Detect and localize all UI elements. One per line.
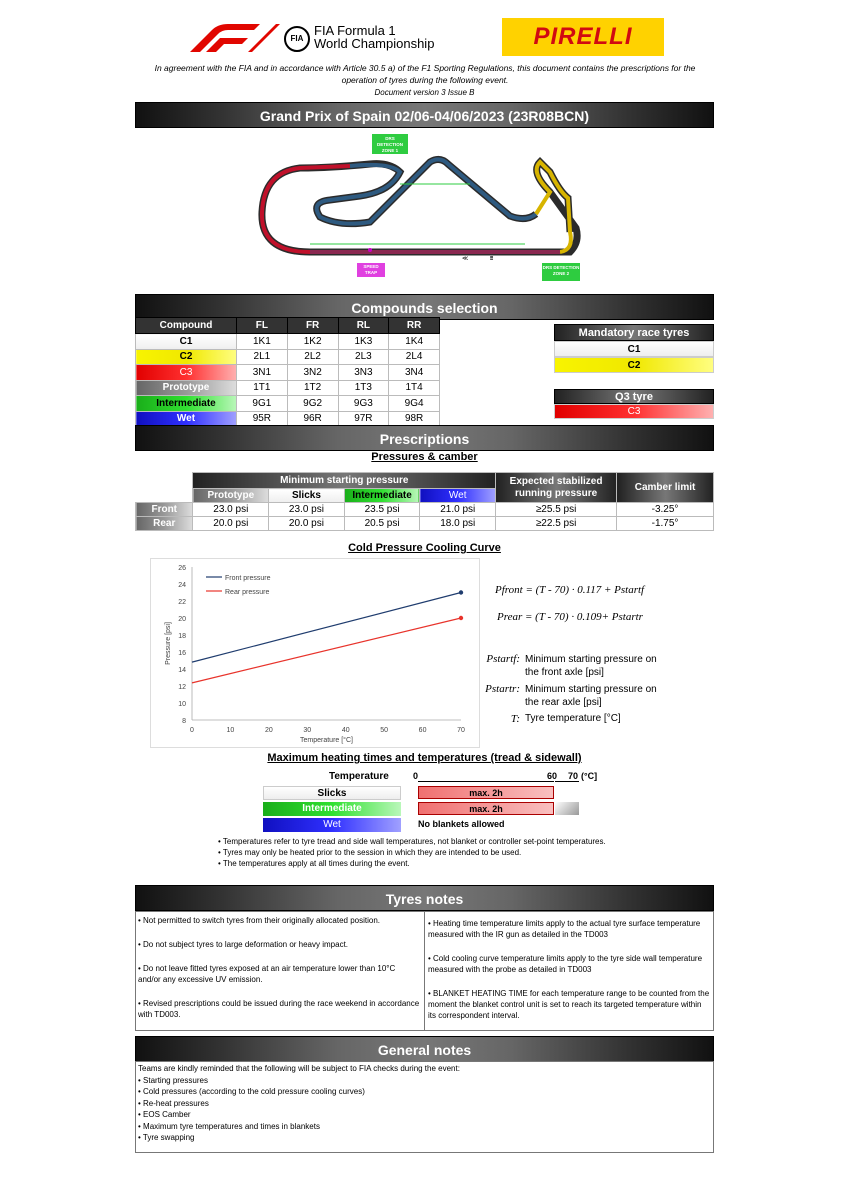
x-tick-label: 50 bbox=[380, 727, 389, 734]
axle-front: Front bbox=[136, 503, 193, 517]
mandatory-c1: C1 bbox=[554, 341, 714, 357]
col-slicks: Slicks bbox=[269, 489, 345, 503]
mandatory-title: Mandatory race tyres bbox=[554, 324, 714, 341]
table-cell: 20.0 psi bbox=[269, 517, 345, 531]
y-tick-label: 16 bbox=[178, 650, 186, 657]
heat-val-wet: No blankets allowed bbox=[418, 819, 505, 829]
mandatory-c2: C2 bbox=[554, 357, 714, 373]
list-item: • Not permitted to switch tyres from their originally allocated position. bbox=[138, 916, 381, 925]
table-cell: 1T3 bbox=[338, 380, 389, 396]
table-cell: 1K3 bbox=[338, 334, 389, 350]
list-item: • Revised prescriptions could be issued during the race weekend in accordance with TD003. bbox=[138, 999, 420, 1019]
x-tick-label: 0 bbox=[190, 727, 194, 734]
def-r-key: Pstartr: bbox=[485, 683, 520, 695]
compound-name: C2 bbox=[136, 349, 237, 365]
drs-zone-2-label: DRS DETECTION ZONE 2 bbox=[542, 263, 580, 281]
def-t: Tyre temperature [°C] bbox=[525, 713, 621, 724]
cooling-chart bbox=[150, 558, 480, 748]
table-cell: 21.0 psi bbox=[420, 503, 496, 517]
list-item: • EOS Camber bbox=[138, 1110, 191, 1119]
prescriptions-title-bar: Prescriptions bbox=[135, 425, 714, 451]
temp-0: 0 bbox=[413, 771, 419, 781]
track-arrow: ≪ bbox=[462, 256, 469, 262]
compounds-table bbox=[135, 317, 440, 427]
compound-name: Prototype bbox=[136, 380, 237, 396]
col-intermediate: Intermediate bbox=[344, 489, 420, 503]
general-notes-content bbox=[138, 1063, 708, 1144]
axle-rear: Rear bbox=[136, 517, 193, 531]
x-tick-label: 40 bbox=[341, 727, 350, 734]
y-tick-label: 26 bbox=[178, 565, 186, 572]
table-cell: 1K2 bbox=[287, 334, 338, 350]
compound-name: C1 bbox=[136, 334, 237, 350]
heat-val-intermediate: max. 2h bbox=[418, 802, 554, 815]
track-map bbox=[250, 132, 600, 282]
tyres-notes-divider bbox=[424, 911, 425, 1031]
table-cell: 3N2 bbox=[287, 365, 338, 381]
tyres-notes-title-bar: Tyres notes bbox=[135, 885, 714, 911]
list-item: • Tyres may only be heated prior to the session in which they are intended to be used. bbox=[218, 848, 522, 857]
temp-60: 60 bbox=[547, 771, 558, 781]
compounds-header: Compound bbox=[136, 318, 237, 334]
table-row bbox=[136, 396, 440, 412]
def-r: Minimum starting pressure on the rear axle [psi] bbox=[525, 684, 657, 708]
compound-name: Intermediate bbox=[136, 396, 237, 412]
fia-line2: World Championship bbox=[314, 36, 435, 51]
compounds-header: RR bbox=[389, 318, 440, 334]
table-cell: 2L4 bbox=[389, 349, 440, 365]
temp-70: 70 bbox=[568, 771, 579, 781]
table-cell: 9G3 bbox=[338, 396, 389, 412]
x-tick-label: 60 bbox=[418, 727, 427, 734]
camber-header: Camber limit bbox=[617, 473, 714, 503]
table-cell: 23.0 psi bbox=[193, 503, 269, 517]
list-item: • Do not subject tyres to large deformation or heavy impact. bbox=[138, 940, 349, 949]
heat-row-wet: Wet bbox=[263, 818, 401, 832]
table-cell: 1T4 bbox=[389, 380, 440, 396]
table-cell: 98R bbox=[389, 411, 440, 427]
table-cell: 9G1 bbox=[237, 396, 288, 412]
table-row bbox=[136, 334, 440, 350]
fia-line1: FIA Formula 1 bbox=[314, 23, 396, 38]
compounds-title-bar: Compounds selection bbox=[135, 294, 714, 320]
table-cell: 18.0 psi bbox=[420, 517, 496, 531]
speed-trap-label: SPEED TRAP bbox=[357, 263, 385, 277]
list-item: • Temperatures refer to tyre tread and side wall temperatures, not blanket or controller set-point temperatures. bbox=[218, 837, 606, 846]
col-wet: Wet bbox=[420, 489, 496, 503]
table-cell: -3.25° bbox=[617, 503, 714, 517]
table-cell: 3N1 bbox=[237, 365, 288, 381]
x-tick-label: 30 bbox=[303, 727, 312, 734]
table-cell: 20.0 psi bbox=[193, 517, 269, 531]
table-cell: 2L2 bbox=[287, 349, 338, 365]
q3-compound: C3 bbox=[554, 404, 714, 419]
x-axis-label: Temperature [°C] bbox=[300, 737, 353, 744]
table-cell: 1T2 bbox=[287, 380, 338, 396]
heating-title: Maximum heating times and temperatures (tread & sidewall) bbox=[267, 752, 582, 764]
table-cell: 1T1 bbox=[237, 380, 288, 396]
drs-zone-1-label: DRS DETECTION ZONE 1 bbox=[372, 134, 408, 154]
compound-name: Wet bbox=[136, 411, 237, 427]
x-tick-label: 20 bbox=[264, 727, 273, 734]
list-item: • Cold pressures (according to the cold pressure cooling curves) bbox=[138, 1087, 365, 1096]
y-tick-label: 12 bbox=[178, 684, 186, 691]
table-cell: 97R bbox=[338, 411, 389, 427]
general-notes-title-bar: General notes bbox=[135, 1036, 714, 1062]
heat-row-intermediate: Intermediate bbox=[263, 802, 401, 816]
temp-label: Temperature bbox=[329, 771, 389, 782]
scale-line bbox=[418, 781, 554, 782]
fia-championship-text bbox=[314, 24, 434, 50]
list-item: • Tyre swapping bbox=[138, 1133, 195, 1142]
fia-badge: FIA bbox=[284, 26, 310, 52]
compounds-header: RL bbox=[338, 318, 389, 334]
rear-pressure-end-point bbox=[459, 616, 463, 620]
event-title-bar: Grand Prix of Spain 02/06-04/06/2023 (23R08BCN) bbox=[135, 102, 714, 128]
x-tick-label: 70 bbox=[457, 727, 465, 734]
min-pressure-header: Minimum starting pressure bbox=[193, 473, 496, 489]
temp-unit: (°C] bbox=[581, 771, 598, 781]
definitions bbox=[470, 653, 670, 725]
table-row bbox=[136, 380, 440, 396]
table-cell: 9G4 bbox=[389, 396, 440, 412]
table-cell: 2L3 bbox=[338, 349, 389, 365]
table-cell: 1K4 bbox=[389, 334, 440, 350]
y-tick-label: 8 bbox=[182, 718, 186, 725]
list-item: • The temperatures apply at all times during the event. bbox=[218, 859, 410, 868]
list-item: • Cold cooling curve temperature limits apply to the tyre side wall temperature measured with the probe as detailed in TD003 bbox=[428, 954, 703, 974]
table-cell: 9G2 bbox=[287, 396, 338, 412]
list-item: • BLANKET HEATING TIME for each temperature range to be counted from the moment the blanket control unit is set to reach its targeted temperature within its correspondent interval. bbox=[428, 989, 710, 1020]
y-tick-label: 20 bbox=[178, 616, 186, 623]
table-cell: 20.5 psi bbox=[344, 517, 420, 531]
table-row bbox=[136, 349, 440, 365]
compounds-header: FR bbox=[287, 318, 338, 334]
tyres-notes-left bbox=[138, 915, 420, 1033]
compound-name: C3 bbox=[136, 365, 237, 381]
table-cell: 1K1 bbox=[237, 334, 288, 350]
tyres-notes-right bbox=[428, 918, 710, 1034]
y-tick-label: 24 bbox=[178, 582, 186, 589]
heating-notes bbox=[218, 836, 608, 869]
list-item: • Re-heat pressures bbox=[138, 1098, 209, 1108]
front-pressure-end-point bbox=[459, 590, 463, 594]
table-cell: 95R bbox=[237, 411, 288, 427]
y-tick-label: 22 bbox=[178, 599, 186, 606]
def-t-key: T: bbox=[510, 713, 520, 725]
f1-logo bbox=[190, 24, 280, 52]
list-item: • Maximum tyre temperatures and times in blankets bbox=[138, 1121, 320, 1131]
heat-row-slicks: Slicks bbox=[263, 786, 401, 800]
eq-front: Pfront = (T - 70) · 0.117 + Pstartf bbox=[495, 584, 645, 596]
y-tick-label: 10 bbox=[178, 701, 186, 708]
eq-rear: Prear = (T - 70) · 0.109+ Pstartr bbox=[497, 611, 643, 623]
scale-line-2 bbox=[555, 781, 579, 782]
cooling-curve-title: Cold Pressure Cooling Curve bbox=[348, 542, 501, 554]
table-cell: 23.0 psi bbox=[269, 503, 345, 517]
table-cell: 3N4 bbox=[389, 365, 440, 381]
general-intro: Teams are kindly reminded that the following will be subject to FIA checks during the event: bbox=[138, 1064, 460, 1073]
heat-val-slicks: max. 2h bbox=[418, 786, 554, 799]
doc-version: Document version 3 Issue B bbox=[374, 88, 475, 97]
rear-pressure-legend-label: Rear pressure bbox=[225, 589, 270, 596]
track-checkered: ⩩ bbox=[490, 256, 494, 262]
y-tick-label: 14 bbox=[178, 667, 186, 674]
expected-header: Expected stabilized running pressure bbox=[496, 473, 617, 503]
heat-fade bbox=[555, 802, 579, 815]
intro-text: In agreement with the FIA and in accordance with Article 30.5 a) of the F1 Sporting Regulations, this document contains the prescriptions for the operation of tyres during the following event. bbox=[154, 63, 696, 85]
pirelli-logo: PIRELLI bbox=[502, 18, 664, 56]
table-row bbox=[136, 517, 714, 531]
table-cell: 96R bbox=[287, 411, 338, 427]
table-cell: ≥22.5 psi bbox=[496, 517, 617, 531]
pressures-table bbox=[135, 472, 714, 531]
def-f-key: Pstartf: bbox=[486, 653, 520, 665]
x-tick-label: 10 bbox=[226, 727, 235, 734]
table-cell: 3N3 bbox=[338, 365, 389, 381]
list-item: • Starting pressures bbox=[138, 1075, 208, 1085]
table-cell: -1.75° bbox=[617, 517, 714, 531]
table-cell: 23.5 psi bbox=[344, 503, 420, 517]
pressures-camber-title: Pressures & camber bbox=[371, 451, 478, 463]
table-row bbox=[136, 365, 440, 381]
y-tick-label: 18 bbox=[178, 633, 186, 640]
table-cell: ≥25.5 psi bbox=[496, 503, 617, 517]
y-axis-label: Pressure [psi] bbox=[165, 622, 172, 665]
list-item: • Do not leave fitted tyres exposed at an air temperature lower than 10°C and/or any excessive UV emission. bbox=[138, 964, 396, 984]
list-item: • Heating time temperature limits apply to the actual tyre surface temperature measured with the IR gun as detailed in the TD003 bbox=[428, 919, 701, 939]
front-pressure-legend-label: Front pressure bbox=[225, 575, 271, 582]
table-row bbox=[136, 503, 714, 517]
table-cell: 2L1 bbox=[237, 349, 288, 365]
compounds-header: FL bbox=[237, 318, 288, 334]
col-prototype: Prototype bbox=[193, 489, 269, 503]
def-f: Minimum starting pressure on the front axle [psi] bbox=[525, 654, 657, 678]
q3-title: Q3 tyre bbox=[554, 389, 714, 404]
